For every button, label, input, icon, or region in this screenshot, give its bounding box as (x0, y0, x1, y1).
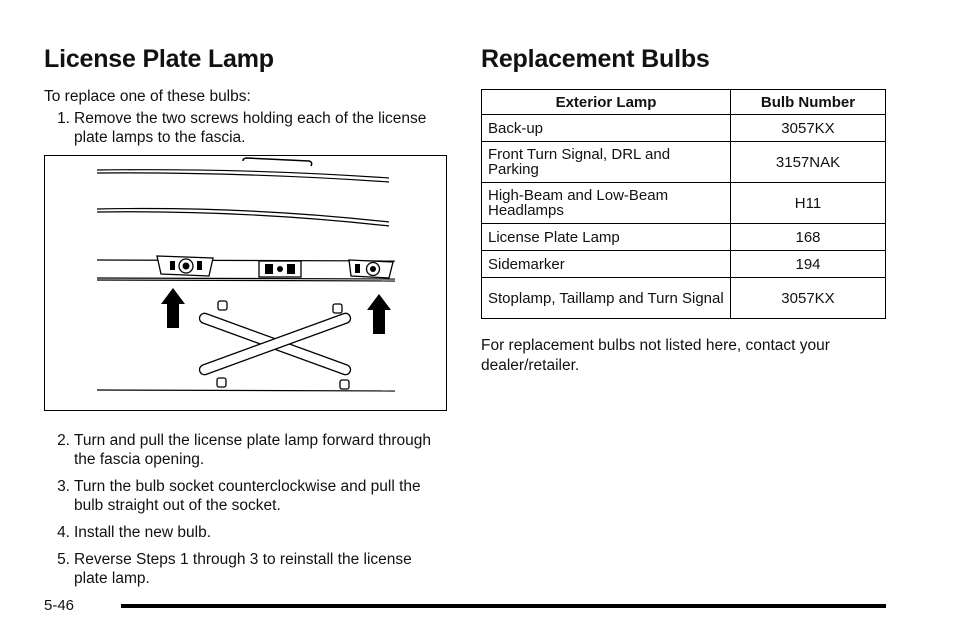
table-row (482, 183, 886, 224)
bulb-number-cell: 3057KX (731, 278, 886, 319)
replacement-note: For replacement bulbs not listed here, contact your dealer/retailer. (481, 337, 830, 374)
lamp-cell: High-Beam and Low-Beam Headlamps (482, 183, 731, 224)
lamp-cell: Front Turn Signal, DRL and Parking (482, 142, 731, 183)
step-text: Reverse Steps 1 through 3 to reinstall the license plate lamp. (74, 551, 412, 587)
step-item (44, 523, 447, 542)
step-number: 4. (57, 524, 70, 541)
lamp-cell: Back-up (482, 115, 731, 142)
step-number: 3. (57, 478, 70, 495)
step-text: Remove the two screws holding each of the license plate lamps to the fascia. (74, 110, 427, 146)
step-number: 2. (57, 432, 70, 449)
section-title-license-plate-lamp: License Plate Lamp (44, 45, 274, 73)
table-header-row (482, 90, 886, 115)
table-row (482, 142, 886, 183)
step-item (44, 477, 447, 515)
table-row (482, 278, 886, 319)
step-text: Turn the bulb socket counterclockwise and pull the bulb straight out of the socket. (74, 478, 421, 514)
table-row (482, 251, 886, 278)
replacement-bulbs-table (481, 89, 886, 319)
right-column (481, 42, 886, 376)
footer-rule (121, 604, 886, 608)
column-header-exterior-lamp: Exterior Lamp (482, 90, 731, 115)
left-column (44, 42, 447, 596)
bulb-number-cell: 3057KX (731, 115, 886, 142)
steps-list-after-figure (44, 431, 447, 588)
step-item (44, 550, 447, 588)
section-title-replacement-bulbs: Replacement Bulbs (481, 45, 710, 73)
license-plate-lamp-illustration (44, 155, 447, 411)
lamp-cell: License Plate Lamp (482, 224, 731, 251)
bulb-number-cell: 194 (731, 251, 886, 278)
lamp-cell: Sidemarker (482, 251, 731, 278)
step-item (44, 109, 447, 147)
lamp-cell: Stoplamp, Taillamp and Turn Signal (482, 278, 731, 319)
steps-list-before-figure (44, 109, 447, 147)
step-text: Install the new bulb. (74, 524, 212, 541)
step-number: 5. (57, 551, 70, 568)
table-row (482, 115, 886, 142)
step-number: 1. (57, 110, 70, 127)
table-row (482, 224, 886, 251)
page-number: 5-46 (44, 597, 75, 614)
bulb-number-cell: 168 (731, 224, 886, 251)
step-item (44, 431, 447, 469)
bulb-number-cell: 3157NAK (731, 142, 886, 183)
column-header-bulb-number: Bulb Number (731, 90, 886, 115)
bulb-number-cell: H11 (731, 183, 886, 224)
intro-text: To replace one of these bulbs: (44, 88, 251, 105)
step-text: Turn and pull the license plate lamp forward through the fascia opening. (74, 432, 431, 468)
